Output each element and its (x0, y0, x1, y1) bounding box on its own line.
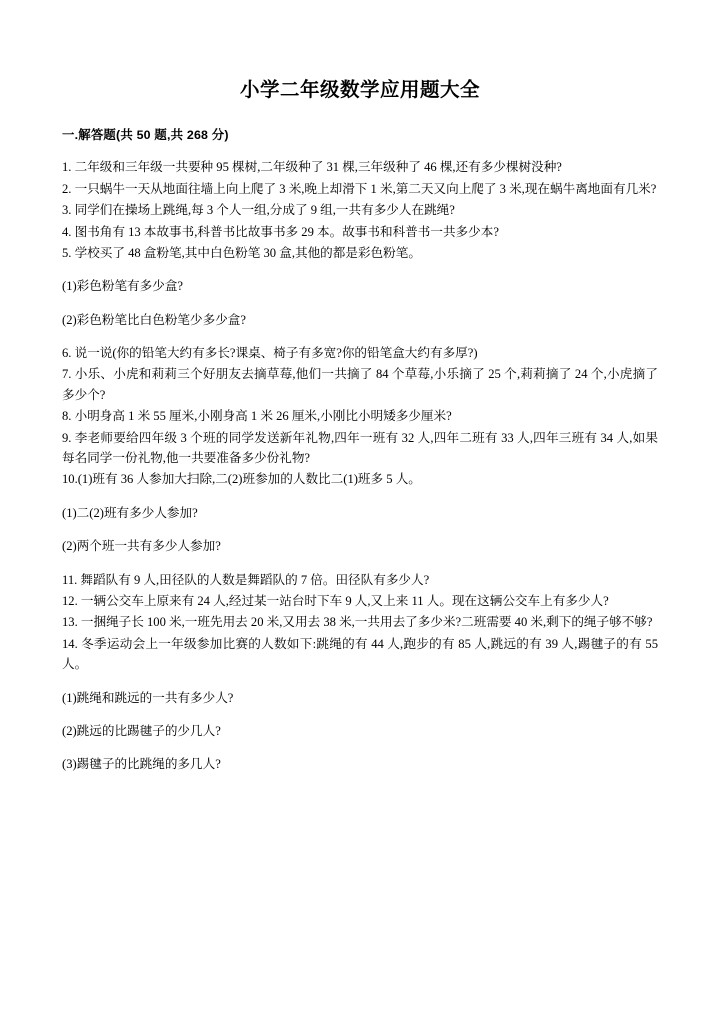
question-item: 6. 说一说(你的铅笔大约有多长?课桌、椅子有多宽?你的铅笔盒大约有多厚?) (62, 346, 478, 361)
question-subitem: (1)二(2)班有多少人参加? (62, 505, 198, 520)
question-subitem: (2)两个班一共有多少人参加? (62, 539, 221, 554)
question-item: 2. 一只蜗牛一天从地面往墙上向上爬了 3 米,晚上却滑下 1 米,第二天又向上爬了 3 米,现在蜗牛离地面有几米? (62, 181, 657, 196)
question-item: 9. 李老师要给四年级 3 个班的同学发送新年礼物,四年一班有 32 人,四年二班有 33 人,四年三班有 34 人,如果每名同学一份礼物,他一共要准备多少份礼物? (62, 430, 658, 466)
question-subitem: (1)彩色粉笔有多少盒? (62, 279, 184, 294)
question-subitem: (2)彩色粉笔比白色粉笔少多少盒? (62, 312, 246, 327)
question-subitem: (3)踢毽子的比跳绳的多几人? (62, 757, 221, 772)
question-subitem: (1)跳绳和跳远的一共有多少人? (62, 690, 234, 705)
question-item: 4. 图书角有 13 本故事书,科普书比故事书多 29 本。故事书和科普书一共多少本? (62, 224, 499, 239)
section-heading: 一.解答题(共 50 题,共 268 分) (62, 128, 229, 143)
question-item: 13. 一捆绳子长 100 米,一班先用去 20 米,又用去 38 米,一共用去了多少米?二班需要 40 米,剩下的绳子够不够? (62, 615, 653, 630)
question-item: 14. 冬季运动会上一年级参加比赛的人数如下:跳绳的有 44 人,跑步的有 85 人,跳远的有 39 人,踢毽子的有 55 人。 (62, 636, 658, 672)
question-item: 8. 小明身高 1 米 55 厘米,小刚身高 1 米 26 厘米,小刚比小明矮多少厘米? (62, 409, 452, 424)
question-item: 3. 同学们在操场上跳绳,每 3 个人一组,分成了 9 组,一共有多少人在跳绳? (62, 203, 455, 218)
question-item: 1. 二年级和三年级一共要种 95 棵树,二年级种了 31 棵,三年级种了 46 棵,还有多少棵树没种? (62, 160, 562, 175)
question-item: 7. 小乐、小虎和莉莉三个好朋友去摘草莓,他们一共摘了 84 个草莓,小乐摘了 25 个,莉莉摘了 24 个,小虎摘了多少个? (62, 367, 658, 402)
question-item: 12. 一辆公交车上原来有 24 人,经过某一站台时下车 9 人,又上来 11 人。现在这辆公交车上有多少人? (62, 593, 609, 608)
page-title: 小学二年级数学应用题大全 (239, 79, 480, 101)
question-item: 5. 学校买了 48 盒粉笔,其中白色粉笔 30 盒,其他的都是彩色粉笔。 (62, 245, 421, 260)
question-subitem: (2)跳远的比踢毽子的少几人? (62, 723, 221, 738)
question-item: 11. 舞蹈队有 9 人,田径队的人数是舞蹈队的 7 倍。田径队有多少人? (62, 572, 430, 587)
question-item: 10.(1)班有 36 人参加大扫除,二(2)班参加的人数比二(1)班多 5 人。 (62, 472, 421, 487)
